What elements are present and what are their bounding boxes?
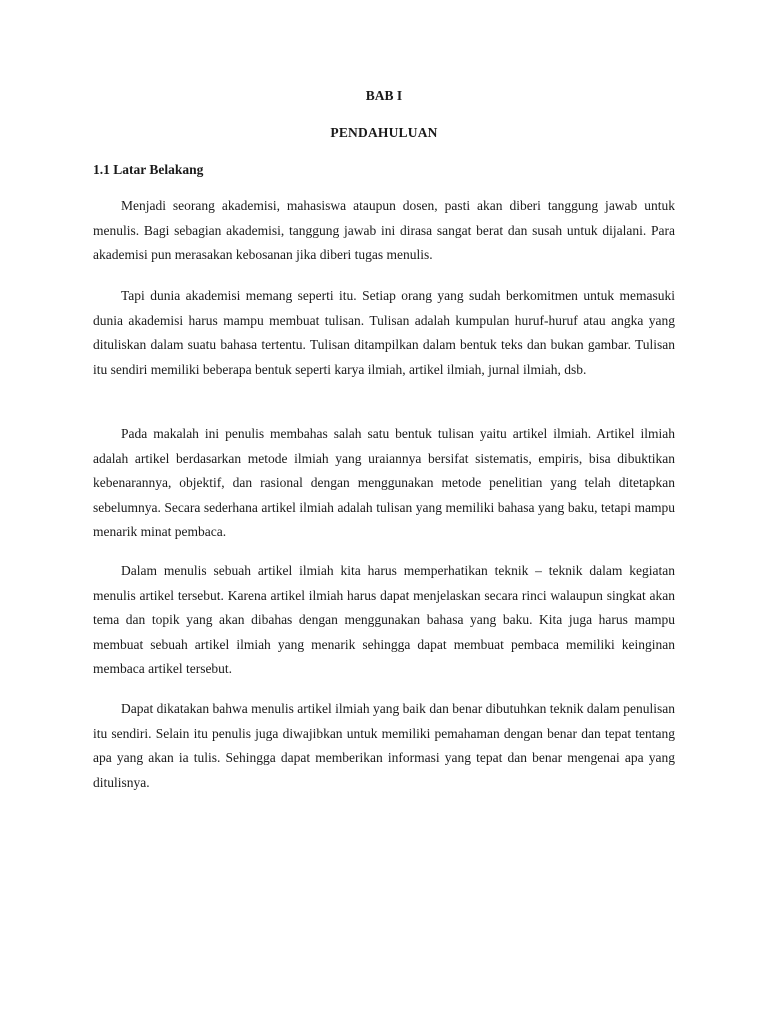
body-paragraph: Dalam menulis sebuah artikel ilmiah kita harus memperhatikan teknik – teknik dalam kegiatan menulis artikel tersebut. Karena artikel ilmiah harus dapat menjelaskan secara rinci walaupun singkat akan tema dan topik yang akan dibahas dengan menggunakan bahasa yang baku. Kita juga harus mampu membuat sebuah artikel ilmiah yang menarik sehingga dapat membuat pembaca memiliki keinginan membaca artikel tersebut. [93,563,675,676]
body-paragraph: Pada makalah ini penulis membahas salah satu bentuk tulisan yaitu artikel ilmiah. Artikel ilmiah adalah artikel berdasarkan metode ilmiah yang uraiannya bersifat sistematis, empiris, bisa dibuktikan kebenarannya, objektif, dan rasional dengan menggunakan metode penelitian yang telah ditetapkan sebelumnya. Secara sederhana artikel ilmiah adalah tulisan yang memiliki bahasa yang baku, tetapi mampu menarik minat pembaca. [93,426,675,539]
paragraph-block [93,422,675,545]
body-paragraph: Menjadi seorang akademisi, mahasiswa ataupun dosen, pasti akan diberi tanggung jawab untuk menulis. Bagi sebagian akademisi, tanggung jawab ini dirasa sangat berat dan susah untuk dijalani. Para akademisi pun merasakan kebosanan jika diberi tugas menulis. [93,198,675,262]
chapter-title: PENDAHULUAN [330,125,438,140]
chapter-number: BAB I [365,88,403,103]
paragraph-block [93,559,675,682]
body-paragraph: Dapat dikatakan bahwa menulis artikel ilmiah yang baik dan benar dibutuhkan teknik dalam penulisan itu sendiri. Selain itu penulis juga diwajibkan untuk memiliki pemahaman dengan benar dan tepat tentang apa yang akan ia tulis. Sehingga dapat memberikan informasi yang tepat dan benar mengenai apa yang ditulisnya. [93,701,675,790]
paragraph-block [93,697,675,795]
body-paragraph: Tapi dunia akademisi memang seperti itu. Setiap orang yang sudah berkomitmen untuk memasuki dunia akademisi harus mampu membuat tulisan. Tulisan adalah kumpulan huruf-huruf atau angka yang dituliskan dalam suatu bahasa tertentu. Tulisan ditampilkan dalam bentuk teks dan bukan gambar. Tulisan itu sendiri memiliki beberapa bentuk seperti karya ilmiah, artikel ilmiah, jurnal ilmiah, dsb. [93,288,675,377]
section-heading: 1.1 Latar Belakang [93,162,204,177]
paragraph-block [93,284,675,382]
paragraph-block [93,194,675,268]
